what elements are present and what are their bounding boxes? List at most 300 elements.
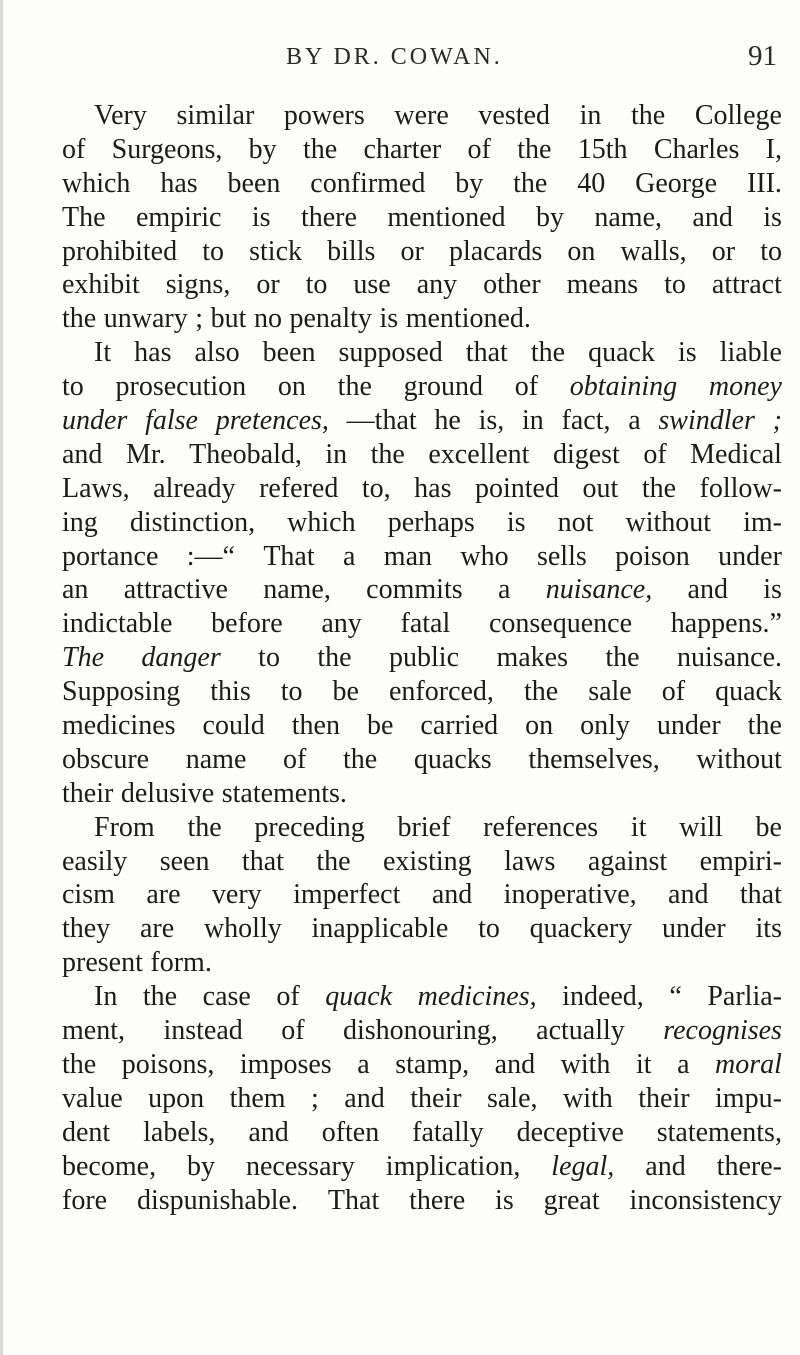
text-line	[62, 438, 782, 472]
word: portance	[62, 540, 159, 572]
italic-word: swindler	[658, 405, 755, 437]
word: in	[522, 405, 544, 437]
word: actually	[536, 1015, 625, 1047]
italic-word: nuisance,	[545, 574, 653, 606]
word: any	[416, 269, 458, 301]
word: stick	[249, 235, 303, 267]
italic-word: pretences,	[215, 405, 329, 437]
word: placards	[448, 235, 543, 267]
word: the	[302, 133, 338, 165]
word: empiri-	[699, 845, 782, 877]
word: the	[630, 100, 666, 131]
word: form.	[150, 947, 212, 979]
word: them	[229, 1082, 286, 1114]
word: exhibit	[62, 269, 140, 301]
word: digest	[552, 438, 620, 470]
word: to	[280, 676, 303, 708]
word: instead	[163, 1015, 243, 1047]
word: the	[513, 167, 548, 199]
word: Parlia-	[707, 981, 782, 1013]
word: without	[625, 506, 712, 538]
word: is	[495, 1184, 514, 1216]
word: no	[253, 303, 282, 335]
word: supposed	[338, 337, 443, 369]
text-line	[62, 201, 782, 235]
word: is	[763, 201, 782, 233]
word: of	[276, 981, 300, 1013]
word: deceptive	[516, 1116, 624, 1148]
text-line	[62, 607, 782, 641]
word: prohibited	[62, 235, 178, 267]
word: dispunishable.	[137, 1184, 298, 1216]
word: are	[139, 913, 175, 945]
word: and	[645, 1150, 686, 1182]
italic-word: quack	[325, 981, 393, 1013]
text-line	[62, 777, 782, 811]
word: is	[677, 337, 697, 369]
text-line	[62, 709, 782, 743]
word: Charles	[653, 133, 740, 165]
italic-word: medicines,	[417, 981, 537, 1013]
word: im-	[743, 506, 782, 538]
text-line	[62, 133, 782, 167]
word: the	[316, 845, 351, 877]
word: the	[187, 811, 222, 843]
word: by	[248, 133, 277, 165]
word: will	[679, 811, 723, 843]
word: he	[434, 405, 461, 437]
word: under	[718, 540, 782, 572]
italic-word: money	[708, 371, 782, 403]
body-text	[62, 99, 782, 1217]
word: has	[134, 337, 172, 369]
word: name,	[263, 574, 331, 606]
word: the	[62, 303, 97, 335]
word: and	[431, 879, 473, 911]
word: their	[410, 1082, 462, 1114]
word: ing	[62, 506, 98, 538]
page-edge-shadow	[0, 0, 3, 1355]
word: it	[630, 811, 647, 843]
word: statements.	[221, 777, 347, 809]
word: there	[300, 201, 357, 233]
word: to	[258, 642, 280, 674]
word: cism	[62, 879, 115, 911]
word: of	[62, 133, 86, 165]
word: that	[241, 845, 284, 877]
word: Supposing	[62, 676, 181, 708]
word: follow-	[699, 472, 782, 504]
word: against	[587, 845, 668, 877]
word: with	[562, 1082, 613, 1114]
word: the	[605, 642, 640, 674]
word: to	[760, 235, 782, 267]
word: without	[696, 743, 782, 775]
word: to	[62, 371, 84, 403]
word: nuisance.	[677, 642, 782, 674]
word: to,	[361, 472, 391, 504]
word: and	[344, 1082, 385, 1114]
word: present	[62, 947, 143, 979]
word: The	[62, 201, 106, 233]
word: the	[142, 981, 178, 1013]
text-line	[62, 302, 782, 336]
text-line	[62, 1116, 782, 1150]
italic-word: The	[62, 642, 104, 674]
word: themselves,	[528, 743, 660, 775]
italic-word: moral	[715, 1048, 782, 1080]
word: other	[483, 269, 541, 301]
word: similar	[176, 100, 255, 131]
word: which	[287, 506, 356, 538]
word: charter	[363, 133, 442, 165]
word: the	[641, 472, 677, 504]
word: implication,	[385, 1150, 521, 1182]
word: quacks	[413, 743, 492, 775]
text-line	[62, 1048, 782, 1082]
word: unwary	[103, 303, 188, 335]
word: “	[669, 981, 682, 1013]
word: were	[394, 100, 449, 131]
italic-word: ;	[772, 405, 782, 437]
word: been	[227, 167, 281, 199]
word: man	[383, 540, 433, 572]
text-line	[62, 472, 782, 506]
text-line	[62, 573, 782, 607]
word: George	[635, 167, 718, 199]
text-line	[62, 743, 782, 777]
word: ment,	[62, 1015, 125, 1047]
italic-word: danger	[141, 642, 221, 674]
word: poison	[615, 540, 690, 572]
word: has	[414, 472, 452, 504]
word: imperfect	[293, 879, 401, 911]
word: pointed	[475, 472, 559, 504]
word: necessary	[246, 1150, 355, 1182]
word: references	[483, 811, 599, 843]
word: of	[643, 438, 667, 470]
text-line	[62, 980, 782, 1014]
word: to	[305, 269, 328, 301]
word: is	[506, 506, 526, 538]
running-head: BY DR. COWAN.	[286, 44, 503, 70]
text-line	[62, 1184, 782, 1218]
word: use	[353, 269, 391, 301]
word: —that	[346, 405, 417, 437]
word: From	[94, 811, 155, 843]
word: easily	[62, 845, 128, 877]
word: be	[366, 710, 394, 742]
word: but	[210, 303, 247, 335]
word: in	[579, 100, 602, 131]
word: the	[747, 710, 782, 742]
text-line	[62, 912, 782, 946]
word: is	[251, 201, 271, 233]
word: Laws,	[62, 472, 130, 504]
word: distinction,	[129, 506, 256, 538]
word: It	[94, 337, 112, 369]
word: empiric	[135, 201, 222, 233]
word: and	[687, 574, 728, 606]
text-line	[62, 540, 782, 574]
text-line	[62, 506, 782, 540]
word: That	[327, 1184, 380, 1216]
word: a	[628, 405, 641, 437]
word: the	[523, 676, 559, 708]
word: the	[317, 642, 352, 674]
word: stamp,	[395, 1048, 470, 1080]
word: brief	[397, 811, 451, 843]
word: an	[62, 574, 89, 606]
word: existing	[382, 845, 472, 877]
text-line	[62, 235, 782, 269]
word: preceding	[254, 811, 365, 843]
word: consequence	[488, 608, 633, 640]
word: obscure	[62, 743, 150, 775]
word: become,	[62, 1150, 157, 1182]
word: Surgeons,	[111, 133, 223, 165]
word: in	[325, 438, 348, 470]
word: sells	[536, 540, 587, 572]
word: dishonouring,	[342, 1015, 498, 1047]
word: prosecution	[115, 371, 247, 403]
word: or	[711, 235, 736, 267]
word: of	[467, 133, 491, 165]
italic-word: under	[62, 405, 128, 437]
word: medicines	[62, 710, 176, 742]
word: is,	[478, 405, 505, 437]
word: inconsistency	[629, 1184, 782, 1216]
word: seen	[159, 845, 210, 877]
word: statements,	[656, 1116, 782, 1148]
word: and	[668, 879, 709, 911]
word: fore	[62, 1184, 108, 1216]
word: inapplicable	[311, 913, 449, 945]
word: is	[379, 303, 399, 335]
word: of	[514, 371, 539, 403]
word: poisons,	[121, 1048, 215, 1080]
word: ;	[195, 303, 204, 335]
word: a	[357, 1048, 370, 1080]
text-line	[62, 878, 782, 912]
word: the	[530, 337, 566, 369]
word: walls,	[620, 235, 687, 267]
word: carried	[420, 710, 499, 742]
word: enforced,	[389, 676, 494, 708]
word: penalty	[289, 303, 372, 335]
text-line	[62, 99, 782, 133]
word: their	[62, 777, 114, 809]
word: to	[664, 269, 686, 301]
word: Mr.	[125, 438, 166, 470]
word: vested	[478, 100, 550, 131]
word: it	[635, 1048, 652, 1080]
word: there	[409, 1184, 466, 1216]
word: that	[739, 879, 782, 911]
word: already	[153, 472, 236, 504]
word: the	[343, 743, 378, 775]
word: of	[661, 676, 686, 708]
word: quack	[588, 337, 655, 369]
text-line	[62, 167, 782, 201]
word: they	[62, 913, 111, 945]
word: very	[211, 879, 262, 911]
word: laws	[504, 845, 556, 877]
word: public	[389, 642, 460, 674]
word: a	[343, 540, 356, 572]
word: quack	[715, 676, 782, 708]
word: perhaps	[387, 506, 475, 538]
word: a	[497, 574, 511, 606]
word: to	[202, 235, 224, 267]
word: attractive	[123, 574, 228, 606]
word: commits	[366, 574, 463, 606]
word: the	[517, 133, 552, 165]
word: name,	[594, 201, 662, 233]
word: to	[478, 913, 500, 945]
text-line	[62, 370, 782, 404]
word: fatally	[412, 1116, 484, 1148]
word: makes	[496, 642, 568, 674]
word: imposes	[239, 1048, 332, 1080]
word: 15th	[577, 133, 628, 165]
word: by	[455, 167, 484, 199]
word: Medical	[690, 438, 782, 470]
word: a	[677, 1048, 690, 1080]
word: on	[277, 371, 306, 403]
word: the	[370, 438, 405, 470]
word: on	[567, 235, 596, 267]
word: and	[248, 1116, 289, 1148]
text-line	[62, 641, 782, 675]
word: name	[185, 743, 247, 775]
word: ;	[311, 1082, 319, 1114]
word: of	[281, 1015, 305, 1047]
word: there-	[716, 1150, 782, 1182]
word: College	[694, 100, 782, 131]
word: of	[283, 743, 307, 775]
word: labels,	[143, 1116, 216, 1148]
text-line	[62, 404, 782, 438]
word: who	[460, 540, 509, 572]
italic-word: obtaining	[569, 371, 678, 403]
word: which	[62, 167, 131, 199]
word: be	[332, 676, 359, 708]
word: signs,	[165, 269, 231, 301]
text-line	[62, 811, 782, 845]
word: and	[494, 1048, 536, 1080]
italic-word: false	[145, 405, 198, 437]
text-line	[62, 1014, 782, 1048]
word: by	[187, 1150, 216, 1182]
text-line	[62, 845, 782, 879]
word: sale,	[486, 1082, 538, 1114]
word: has	[160, 167, 198, 199]
text-line	[62, 675, 782, 709]
word: inoperative,	[503, 879, 637, 911]
word: under	[656, 710, 721, 742]
word: fatal	[400, 608, 451, 640]
word: on	[525, 710, 554, 742]
word: and	[62, 438, 103, 470]
word: sale	[588, 676, 632, 708]
word: not	[557, 506, 594, 538]
word: value	[62, 1082, 123, 1114]
word: refered	[259, 472, 339, 504]
page-number: 91	[748, 40, 777, 72]
word: is	[763, 574, 782, 606]
word: great	[543, 1184, 600, 1216]
word: 40	[577, 167, 606, 199]
word: its	[755, 913, 782, 945]
word: any	[321, 608, 362, 640]
word: quackery	[529, 913, 633, 945]
word: dent	[62, 1116, 111, 1148]
word: I,	[765, 133, 782, 165]
word: only	[580, 710, 630, 742]
word: their	[638, 1082, 690, 1114]
word: III.	[746, 167, 782, 199]
word: and	[692, 201, 733, 233]
word: bills	[327, 235, 376, 267]
word: delusive	[120, 777, 215, 809]
word: be	[755, 811, 782, 843]
word: confirmed	[310, 167, 426, 199]
word: fact,	[561, 405, 611, 437]
word: Theobald,	[189, 438, 302, 470]
word: then	[291, 710, 340, 742]
word: In	[94, 981, 118, 1013]
word: or	[400, 235, 424, 267]
word: impu-	[715, 1082, 782, 1114]
italic-word: recognises	[663, 1015, 782, 1047]
word: under	[662, 913, 726, 945]
word: Very	[94, 100, 147, 131]
text-line	[62, 1082, 782, 1116]
word: this	[210, 676, 251, 708]
word: the	[62, 1048, 97, 1080]
word: also	[194, 337, 240, 369]
word: the	[337, 371, 372, 403]
word: could	[202, 710, 265, 742]
word: happens.”	[670, 608, 782, 640]
word: mentioned.	[405, 303, 531, 335]
word: before	[211, 608, 283, 640]
text-line	[62, 946, 782, 980]
word: case	[202, 981, 251, 1013]
word: excellent	[428, 438, 530, 470]
word: That	[263, 540, 315, 572]
word: powers	[283, 100, 365, 131]
word: are	[146, 879, 181, 911]
word: out	[582, 472, 619, 504]
italic-word: legal,	[551, 1150, 615, 1182]
word: ground	[403, 371, 483, 403]
word: indeed,	[562, 981, 644, 1013]
text-line	[62, 336, 782, 370]
word: wholly	[203, 913, 282, 945]
word: by	[535, 201, 564, 233]
word: indictable	[62, 608, 173, 640]
word: means	[566, 269, 639, 301]
word: been	[262, 337, 316, 369]
word: often	[321, 1116, 380, 1148]
text-line	[62, 1150, 782, 1184]
word: attract	[711, 269, 782, 301]
word: with	[560, 1048, 611, 1080]
word: :—“	[186, 540, 235, 572]
text-line	[62, 268, 782, 302]
